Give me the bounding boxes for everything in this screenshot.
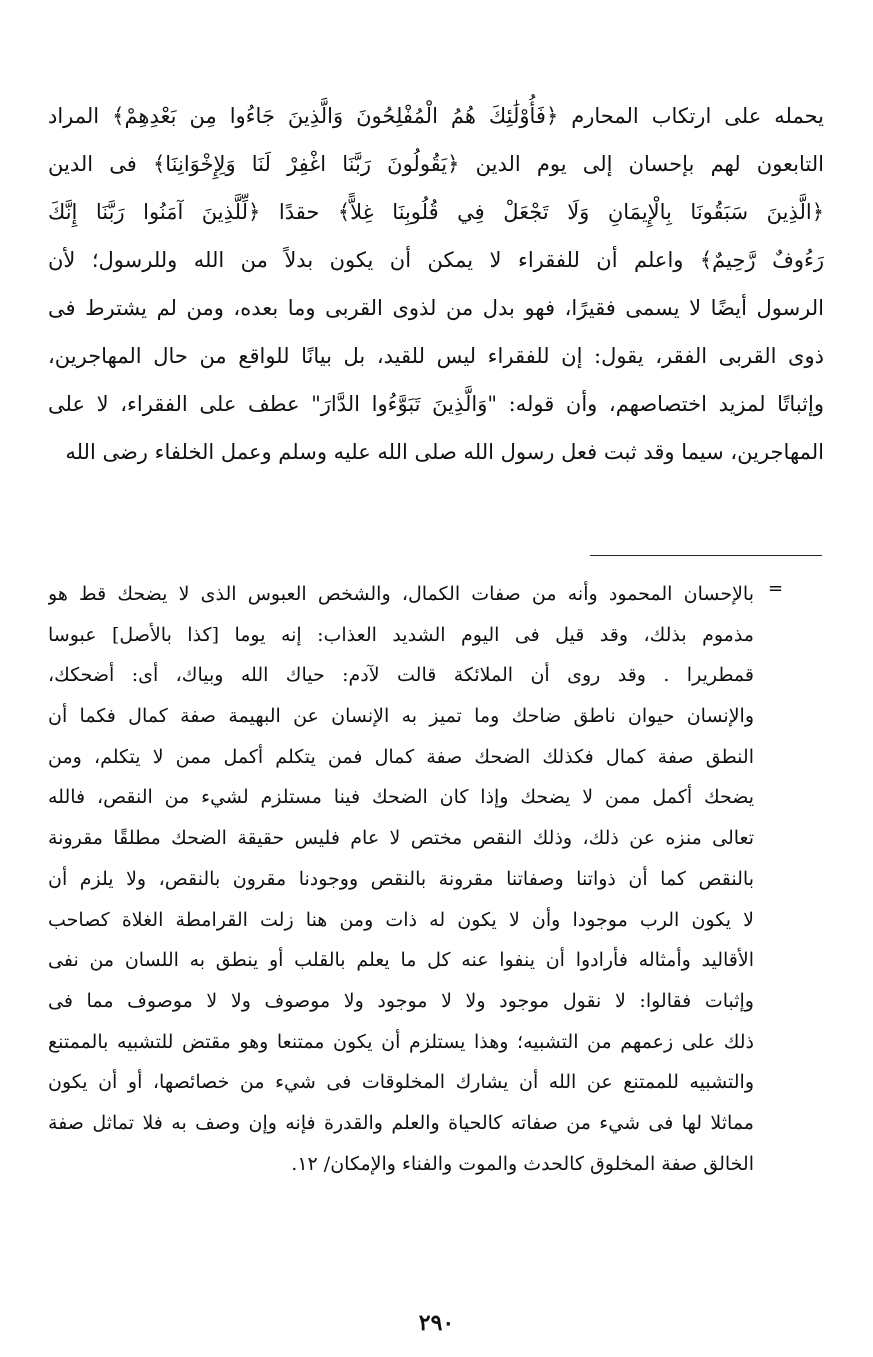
footnote-line: بالإحسان المحمود وأنه من صفات الكمال، والشخص العبوس الذى لا يضحك قط هو <box>48 583 754 605</box>
main-text-line: وإثباتًا لمزيد اختصاصهم، وأن قوله: "وَالَّذِينَ تَبَوَّءُوا الدَّارَ" عطف على الفقراء، لا على <box>48 392 824 416</box>
main-text-line: ذوى القربى الفقر، يقول: إن للفقراء ليس للقيد، بل بيانًا للواقع من حال المهاجرين، <box>48 344 824 368</box>
footnote-continuation-marker: = <box>768 578 784 599</box>
footnote-line: قمطريرا . وقد روى أن الملائكة قالت لآدم: حياك الله وبياك، أى: أضحكك، <box>48 664 754 687</box>
footnote-line: وإثبات فقالوا: لا نقول موجود ولا لا موجود ولا موصوف ولا لا موصوف مما فى <box>48 989 754 1012</box>
footnote-line: مماثلا لها فى شيء من صفاته كالحياة والعلم والقدرة فإنه وإن وصف به فلا تماثل صفة <box>48 1111 754 1134</box>
footnote-line: الأقاليد وأمثاله فأرادوا أن ينفوا عنه كل ما يعلم بالقلب أو ينطق به اللسان من نفى <box>48 949 754 972</box>
footnote-separator <box>590 555 822 556</box>
footnote-line: يضحك أكمل ممن لا يضحك وإذا كان الضحك فينا مستلزم لشيء من النقص، فالله <box>48 786 754 809</box>
footnote-text <box>48 574 754 1184</box>
footnote-line: لا يكون الرب موجودا وأن لا يكون له ذات ومن هنا زلت القرامطة الغلاة كصاحب <box>48 908 754 931</box>
main-text-line: يحمله على ارتكاب المحارم ﴿فَأُوْلَٰئِكَ هُمُ الْمُفْلِحُونَ وَالَّذِينَ جَاءُوا مِن بَعْدِهِمْ﴾ المراد <box>48 104 824 128</box>
main-text-line: التابعون لهم بإحسان إلى يوم الدين ﴿يَقُولُونَ رَبَّنَا اغْفِرْ لَنَا وَلِإِخْوَانِنَا﴾ فى الدين <box>48 152 824 176</box>
main-text-line: ﴿الَّذِينَ سَبَقُونَا بِالْإِيمَانِ وَلَا تَجْعَلْ فِي قُلُوبِنَا غِلاًّ﴾ حقدًا ﴿لِّلَّذِينَ آمَنُوا رَبَّنَا إِنَّكَ <box>48 200 824 224</box>
main-text <box>48 92 824 476</box>
main-text-line: رَءُوفٌ رَّحِيمٌ﴾ واعلم أن للفقراء لا يمكن أن يكون بدلاً من الله وللرسول؛ لأن <box>48 248 824 272</box>
footnote-line: النطق صفة كمال فكذلك الضحك صفة كمال فمن يتكلم أكمل ممن لا يتكلم، ومن <box>48 745 754 768</box>
footnote-line: بالنقص كما أن ذواتنا وصفاتنا مقرونة بالنقص ووجودنا مقرون بالنقص، ولا يلزم أن <box>48 867 754 890</box>
footnote-line: الخالق صفة المخلوق كالحدث والموت والفناء والإمكان/ ١٢. <box>291 1152 754 1175</box>
footnote-line: ذلك على زعمهم من التشبيه؛ وهذا يستلزم أن يكون ممتنعا وهو مقتض للتشبيه بالممتنع <box>48 1030 754 1053</box>
footnote-line: مذموم بذلك، وقد قيل فى اليوم الشديد العذاب: إنه يوما [كذا بالأصل] عبوسا <box>48 623 754 646</box>
main-text-line: الرسول أيضًا لا يسمى فقيرًا، فهو بدل من لذوى القربى وما بعده، ومن لم يشترط فى <box>48 296 824 320</box>
footnote-line: تعالى منزه عن ذلك، وذلك النقص مختص لا عام فليس حقيقة الضحك مطلقًا مقرونة <box>48 827 754 850</box>
page-number: ٢٩٠ <box>418 1310 455 1336</box>
footnote-line: والتشبيه للممتنع عن الله أن يشارك المخلوقات فى شيء من خصائصها، أو أن يكون <box>48 1071 754 1094</box>
footnote-line: والإنسان حيوان ناطق ضاحك وما تميز به الإنسان عن البهيمة صفة كمال فكما أن <box>48 705 754 728</box>
main-text-line: المهاجرين، سيما وقد ثبت فعل رسول الله صلى الله عليه وسلم وعمل الخلفاء رضى الله <box>65 440 824 464</box>
